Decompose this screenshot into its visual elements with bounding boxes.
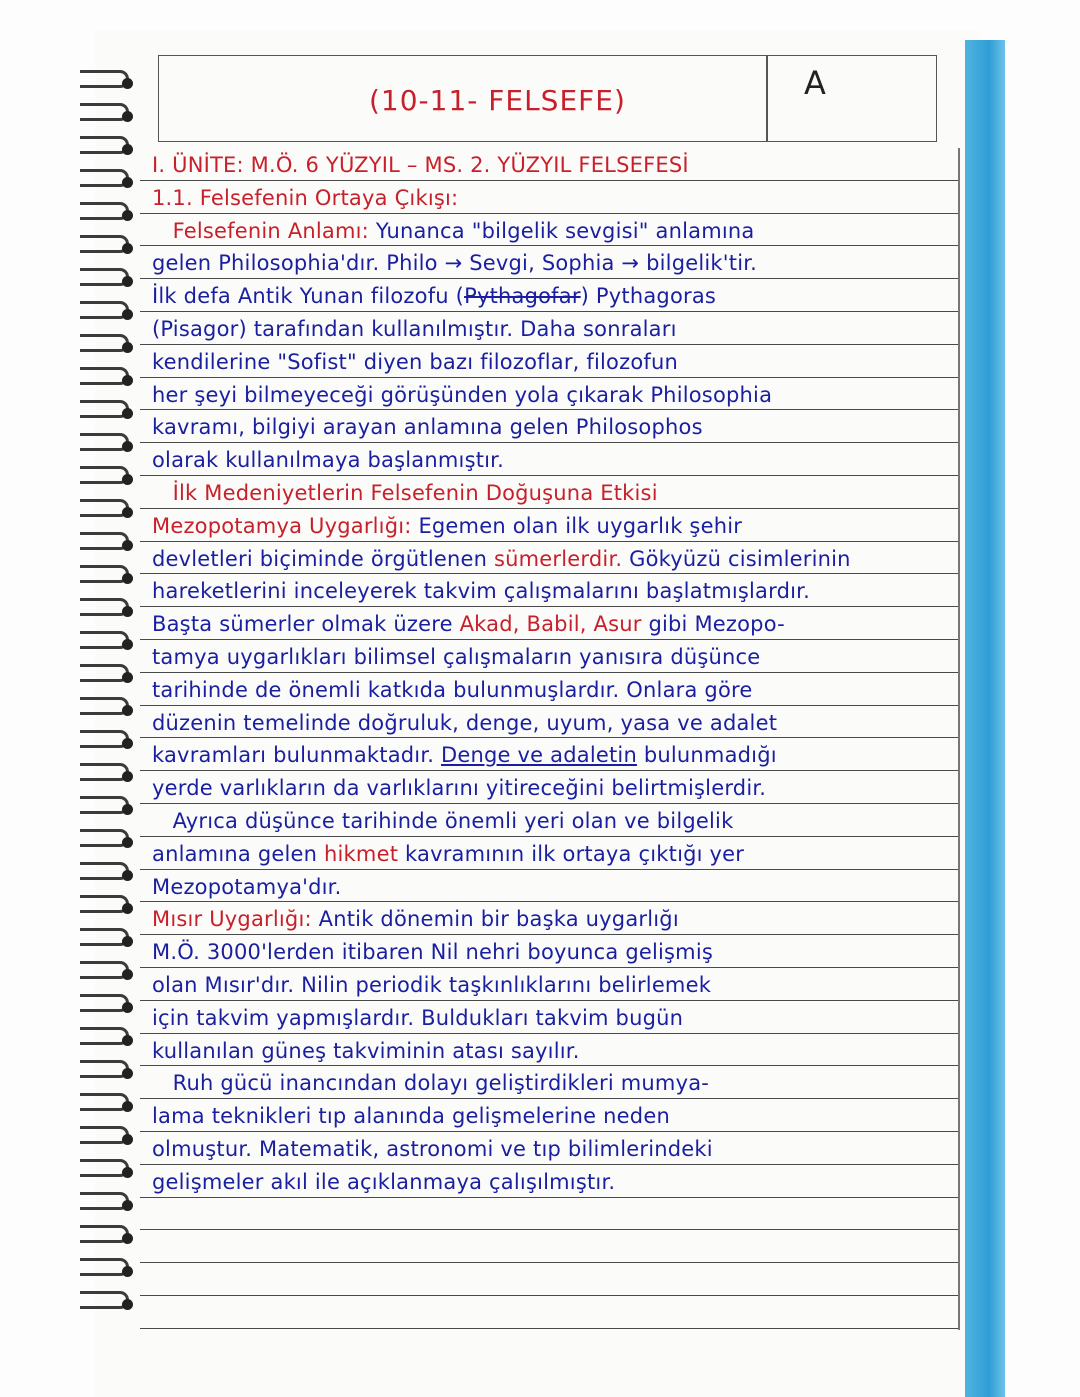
- text-line: [140, 1034, 960, 1067]
- body-text: kavramı, bilgiyi arayan anlamına gelen Philosophos: [152, 415, 703, 440]
- heading-text: 1.1. Felsefenin Ortaya Çıkışı:: [152, 185, 459, 210]
- body-text: kavramının ilk ortaya çıktığı yer: [398, 841, 745, 866]
- text-line: [140, 542, 960, 575]
- punch-hole: [122, 1068, 133, 1079]
- body-text: gibi Mezopo-: [641, 612, 785, 637]
- punch-hole: [122, 870, 133, 881]
- punch-hole: [122, 309, 133, 320]
- text-line: [140, 181, 960, 214]
- body-text: Pythagofar: [464, 284, 581, 309]
- punch-hole: [122, 573, 133, 584]
- text-line: [140, 738, 960, 771]
- punch-hole: [122, 408, 133, 419]
- body-text: anlamına gelen: [152, 841, 325, 866]
- text-line: [140, 378, 960, 411]
- text-line: [140, 706, 960, 739]
- punch-hole: [122, 474, 133, 485]
- body-text: Başta sümerler olmak üzere: [152, 612, 460, 637]
- body-text: tarihinde de önemli katkıda bulunmuşlardır. Onlara göre: [152, 677, 753, 702]
- body-text: kavramları bulunmaktadır.: [152, 743, 441, 768]
- page-title: (10-11- FELSEFE): [369, 84, 626, 117]
- heading-text: Mezopotamya Uygarlığı:: [152, 513, 412, 538]
- punch-hole: [122, 738, 133, 749]
- right-margin-line: [958, 148, 960, 1330]
- text-line: [140, 1165, 960, 1198]
- text-line: [140, 574, 960, 607]
- punch-hole: [122, 243, 133, 254]
- spiral-binding: [80, 70, 140, 1330]
- body-text: Ruh gücü inancından dolayı geliştirdikleri mumya-: [152, 1071, 710, 1096]
- header-divider: [766, 56, 768, 141]
- body-text: olmuştur. Matematik, astronomi ve tıp bilimlerindeki: [152, 1136, 713, 1161]
- body-text: için takvim yapmışlardır. Buldukları takvim bugün: [152, 1005, 684, 1030]
- text-line: [140, 1230, 960, 1263]
- punch-hole: [122, 672, 133, 683]
- punch-hole: [122, 639, 133, 650]
- text-line: [140, 837, 960, 870]
- text-line: [140, 902, 960, 935]
- punch-hole: [122, 705, 133, 716]
- text-line: [140, 1263, 960, 1296]
- body-text: (Pisagor) tarafından kullanılmıştır. Daha sonraları: [152, 316, 677, 341]
- text-line: [140, 1198, 960, 1231]
- punch-hole: [122, 1035, 133, 1046]
- body-text: Gökyüzü cisimlerinin: [622, 546, 851, 571]
- ruled-lines: [140, 148, 960, 1329]
- body-text: düzenin temelinde doğruluk, denge, uyum, yasa ve adalet: [152, 710, 778, 735]
- punch-hole: [122, 507, 133, 518]
- body-text: her şeyi bilmeyeceği görüşünden yola çıkarak Philosophia: [152, 382, 773, 407]
- punch-hole: [122, 144, 133, 155]
- punch-hole: [122, 969, 133, 980]
- heading-text: Akad, Babil, Asur: [459, 612, 642, 637]
- text-line: [140, 935, 960, 968]
- body-text: tamya uygarlıkları bilimsel çalışmaların yanısıra düşünce: [152, 644, 761, 669]
- text-line: [140, 312, 960, 345]
- heading-text: I. ÜNİTE: M.Ö. 6 YÜZYIL – MS. 2. YÜZYIL FELSEFESİ: [152, 153, 689, 177]
- text-line: [140, 640, 960, 673]
- punch-hole: [122, 936, 133, 947]
- text-line: [140, 1132, 960, 1165]
- punch-hole: [122, 1167, 133, 1178]
- text-line: [140, 607, 960, 640]
- punch-hole: [122, 342, 133, 353]
- text-line: [140, 410, 960, 443]
- punch-hole: [122, 1002, 133, 1013]
- body-text: Mezopotamya'dır.: [152, 874, 342, 899]
- punch-hole: [122, 441, 133, 452]
- punch-hole: [122, 1134, 133, 1145]
- punch-hole: [122, 837, 133, 848]
- punch-hole: [122, 1299, 133, 1310]
- punch-hole: [122, 606, 133, 617]
- punch-hole: [122, 1200, 133, 1211]
- punch-hole: [122, 1266, 133, 1277]
- text-line: [140, 870, 960, 903]
- text-line: [140, 1099, 960, 1132]
- body-text: kullanılan güneş takviminin atası sayılır.: [152, 1038, 580, 1063]
- body-text: İlk defa Antik Yunan filozofu (: [152, 284, 465, 309]
- text-line: [140, 443, 960, 476]
- heading-text: sümerlerdir.: [494, 546, 623, 571]
- punch-hole: [122, 177, 133, 188]
- body-text: yerde varlıkların da varlıklarını yitireceğini belirtmişlerdir.: [152, 776, 767, 801]
- body-text: Antik dönemin bir başka uygarlığı: [311, 907, 679, 932]
- text-line: [140, 509, 960, 542]
- punch-hole: [122, 1233, 133, 1244]
- text-line: [140, 148, 960, 181]
- body-text: kendilerine "Sofist" diyen bazı filozoflar, filozofun: [152, 349, 678, 374]
- text-line: [140, 1066, 960, 1099]
- text-line: [140, 214, 960, 247]
- punch-hole: [122, 276, 133, 287]
- heading-text: Mısır Uygarlığı:: [152, 907, 312, 932]
- punch-hole: [122, 78, 133, 89]
- punch-hole: [122, 210, 133, 221]
- heading-text: Felsefenin Anlamı:: [152, 218, 369, 243]
- body-text: gelişmeler akıl ile açıklanmaya çalışılmıştır.: [152, 1169, 616, 1194]
- grade-mark: A: [804, 64, 826, 102]
- punch-hole: [122, 540, 133, 551]
- body-text: Ayrıca düşünce tarihinde önemli yeri olan ve bilgelik: [152, 808, 734, 833]
- text-line: [140, 804, 960, 837]
- body-text: Yunanca "bilgelik sevgisi" anlamına: [368, 218, 755, 243]
- body-text: ) Pythagoras: [580, 284, 717, 309]
- heading-text: hikmet: [324, 841, 399, 866]
- body-text: lama teknikleri tıp alanında gelişmelerine neden: [152, 1104, 670, 1129]
- body-text: M.Ö. 3000'lerden itibaren Nil nehri boyunca gelişmiş: [152, 940, 714, 965]
- punch-hole: [122, 771, 133, 782]
- text-line: [140, 968, 960, 1001]
- text-line: [140, 673, 960, 706]
- text-line: [140, 1001, 960, 1034]
- punch-hole: [122, 804, 133, 815]
- text-line: [140, 771, 960, 804]
- body-text: bulunmadığı: [636, 743, 777, 768]
- punch-hole: [122, 903, 133, 914]
- punch-hole: [122, 1101, 133, 1112]
- text-line: [140, 476, 960, 509]
- punch-hole: [122, 375, 133, 386]
- body-text: olan Mısır'dır. Nilin periodik taşkınlıklarını belirlemek: [152, 972, 712, 997]
- header-box: [158, 55, 937, 142]
- body-text: Denge ve adaletin: [441, 743, 637, 768]
- text-line: [140, 1296, 960, 1329]
- text-line: [140, 345, 960, 378]
- body-text: gelen Philosophia'dır. Philo → Sevgi, Sophia → bilgelik'tir.: [152, 251, 758, 276]
- heading-text: İlk Medeniyetlerin Felsefenin Doğuşuna Etkisi: [152, 480, 658, 505]
- body-text: hareketlerini inceleyerek takvim çalışmalarını başlatmışlardır.: [152, 579, 810, 604]
- body-text: devletleri biçiminde örgütlenen: [152, 546, 494, 571]
- blue-page-edge: [965, 40, 1005, 1397]
- text-line: [140, 246, 960, 279]
- text-line: [140, 279, 960, 312]
- punch-hole: [122, 111, 133, 122]
- body-text: olarak kullanılmaya başlanmıştır.: [152, 448, 504, 473]
- body-text: Egemen olan ilk uygarlık şehir: [411, 513, 743, 538]
